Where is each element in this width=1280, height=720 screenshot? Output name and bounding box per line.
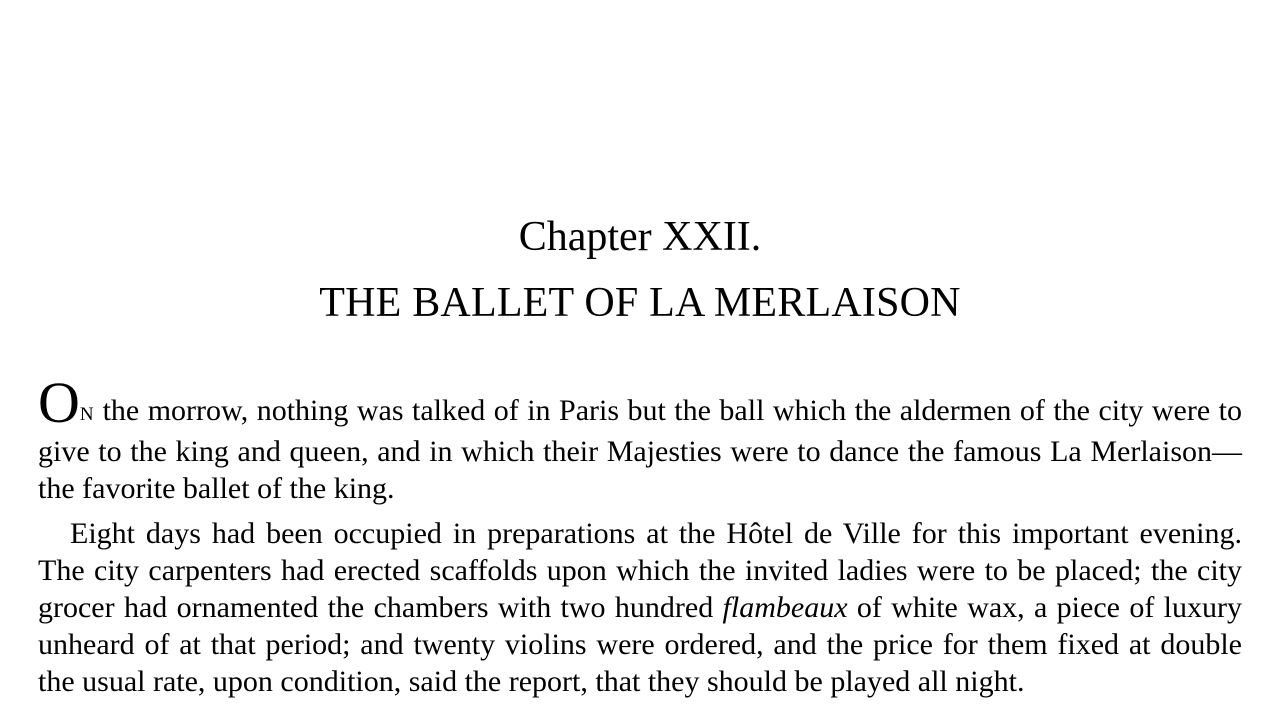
chapter-number: Chapter XXII. xyxy=(518,214,762,260)
paragraph-text: Eight days had been occupied in preparations at the Hôtel de Ville for this important evening. The city carpenters had erected scaffolds upon which the invited ladies were to be placed; the city grocer had ornamented the chambers with two hundred xyxy=(38,517,1242,624)
chapter-title: THE BALLET OF LA MERLAISON xyxy=(319,280,961,326)
italic-term: flambeaux xyxy=(722,591,848,624)
chapter-body xyxy=(38,370,1242,708)
paragraph-text: the morrow, nothing was talked of in Paris but the ball which the aldermen of the city were to give to the king and queen, and in which their Majesties were to dance the famous La Merlaison—the favorite ballet of the king. xyxy=(38,394,1242,505)
paragraph-1 xyxy=(38,370,1242,507)
drop-cap: O xyxy=(38,370,80,435)
paragraph-2 xyxy=(38,515,1242,700)
paragraph-text: of white wax, a piece of luxury unheard of at that period; and twenty violins were ordered, and the price for them fixed at double the usual rate, upon condition, said the report, that they should be played all night. xyxy=(38,591,1242,698)
small-caps-text: N xyxy=(79,404,95,425)
